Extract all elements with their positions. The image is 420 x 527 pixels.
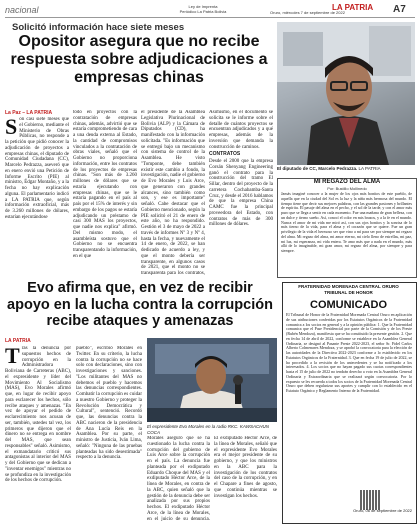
drop-cap: S	[5, 117, 18, 139]
story1-column-1	[5, 117, 69, 275]
politician-portrait-image	[277, 22, 415, 165]
story1-subhead-contratos: CONTRATOS	[209, 151, 241, 158]
story1-caption-text: El diputado de CC, Marcelo Pedrazza.	[277, 166, 358, 171]
story2-column-1	[5, 346, 71, 522]
story2-column-2	[76, 346, 142, 522]
qr-code-icon	[360, 490, 380, 510]
story2-col2-text: pueblo", escribió Morales en Twitter. En su criterio, la lucha contra la corrupción no se hace solo con declaraciones, sino con investigaciones y sanciones. "Los militantes del MAS no debemos el pueblo y hacemos las denuncias correspondientes. Combatir la corrupción es cuidar a nuestro Gobierno y proteger la Revolución Democrática y Cultural", sentenció. Recordó que, las denuncias contra la ABC nacieron de la presidencia de Ana Lucía Reis en la Asamblea. Por su parte, el ministro de Justicia, Iván Lima, señaló: "Ninguna de las pruebas planteadas ha sido desestimada" respecto a la denuncia.	[76, 346, 142, 461]
story1-col3-text: el presidente de la Asamblea Legislativa Plurinacional de Bolivia (ALP) y la Cámara de Diputados (CD), ha manifestado con la información solicitada. "Es información que se entregó bajo un mecanismo con sistema de control de la Asamblea. He visto "Tomponte, debe también existir este cambio a fondo, la investigación, nadie el gobierno de Evo Morales y Luis Arce, que generaron con grandes alcances, sino también como son, y ese es importante" señaló. Cabe destacar que el Gobierno mencionado, según la PIE solicitó el 21 de enero de este año, no ha respondido. Gestión el 3 de mayo de 2022 a través de informes Nº 3 y Nº 4, hasta la fecha, y nuevamente el 14 de enero, de 2022, se han dedicado de acuerdo a ley, y que el monto debería ser transparente, en algunos casos de 2021, que el monto no se transparenta para los contratos,	[141, 110, 205, 275]
section-label: nacional	[5, 5, 39, 15]
story1-column-3	[141, 110, 205, 275]
story2-column-3	[147, 436, 210, 522]
drop-cap: T	[5, 346, 20, 368]
story2-col4-text: El exdiputado Héctor Arce, de la línea de Morales, señaló que el expresidente Evo Morales era el mejor presidente de su gobierno, y que los ministros en la ABC para la investigación de los contratos del caso de la corrupción, y en el Chapare a fines de agosto, que continúa mientras se investigan los hechos.	[214, 436, 277, 499]
story2-column-4	[214, 436, 277, 522]
story1-col2-text: todo en proyectos con la contratación de empresas chinas, además, advirtió que se estaría comprometiendo de cara a una deuda externa al Estado, la cantidad de compromisos vinculados a la contratación de obras viales, señaló que el Gobierno no proporciona información, entre los contratos de los proyectos de empresas chinas. "Son más de 3.260 millones de dólares que se estaría ejecutando con empresas chinas, que se le estaría pagando en el país al país por el 15% de interés y sin embargo de los pagos se estaría adjudicando un préstamo de casi 300 MAS los proyectos, que nadie nos explica" afirmó. Del mismo modo, el asambleísta sostuvo que el Gobierno no se encuentra transparentando la información, en el que	[73, 110, 137, 259]
story2-col3-text: Morales aseguró que se ha cuestionado la lucha contra la corrupción del gobierno de Luis Arce sobre la corrupción en el país. La denuncia fue planteada por el exdiputado Eduardo Choque del MAS y el exdiputado Héctor Arce, de la línea de Morales, en contra de la ABC, quien señaló que la gestión de la denuncia debe ser analizada por sus propios hechos. El exdiputado Héctor Arce, de la línea de Morales, en el juicio de su denuncia.	[147, 436, 210, 522]
story2-photo	[147, 338, 277, 422]
story1-caption-credit: LA PATRIA	[358, 166, 381, 171]
story2-byline: LA PATRIA	[5, 338, 31, 344]
story1-headline: Opositor asegura que no recibe respuesta sobre adjudicaciones a empresas chinas	[10, 33, 268, 86]
story1-col1-text: Son casi siete meses que el Gobierno, mediante el Ministerio de Obras Públicas, no responde a la petición que pidió conocer la adjudicación de proyectos a empresas chinas, el diputado de Comunidad Ciudadana (CC), Marcelo Pedrazza, aseveró que en enero envió una Petición de Informe Escrito (PIE) al ministro, Édgar Montaño, y a la fecha no hay explicación alguna. El parlamentario indicó a LA PATRIA que, según información extraoficial, más de 3.260 millones de dólares, estarían ejecutándose	[5, 117, 69, 220]
story2-col1-text: Tras la denuncia por supuestos hechos de corrupción en la Administradora Boliviana de Carreteras (ABC), el expresidente y líder del Movimiento Al Socialismo (MAS), Evo Morales afirmó que, en lugar de recibir apoyo para esclarecer los hechos, sólo recibe ataques y amenazas. "En vez de apoyar el pedido de esclarecimiento nos acusan de ser, también, ustedes tal vez, los primeros que dijeron que el dinero no se entrega en nombre del MAS, que sean responsables" señaló. Asimismo, el exmandatario criticó sus antagonistas al interior del MAS y del Gobierno que se dedican a "inventar enemigos" mientras no se profundiza en la investigación de los hechos de corrupción.	[5, 346, 71, 484]
story1-photo	[277, 22, 415, 165]
communique-organization: FRATERNIDAD MORENADA CENTRAL ORURO TRIBUNAL DE HONOR	[298, 284, 399, 295]
communique-text: El Tribunal de Honor de la Fraternidad Morenada Central Oruro en aplicación de sus atribuciones conferidas por los Estatutos Orgánicos de la Fraternidad comunica a los socios en general y a la opinión pública: 1. Que la Fraternidad comunica que el Pase Presidencial por parte de la Comisión y de los Preste (Rubén Mendoza), manifiesta que se ha constituido la presente gestión. 2. Que en fecha 14 de abril de 2022, conforme se establece en la Asamblea General Ordinaria, se designó al Pasante Preste 2022-2023, el señor Sr. Fidel Carlos Alberto Colmenares Mendoza, y se aprobó la convocatoria para la elección de las autoridades de la Directiva 2022-2023 conforme a lo establecido en los Estatutos Orgánicos de la Fraternidad. 3. Que en fecha 19 de julio de 2022, se ha procedido a la revisión de los antecedentes y se ha notificado a los interesados. 4. Los socios que no hayan pagado sus cuotas correspondientes hasta el 15 de julio de 2022 no tendrán derecho a voto en la Asamblea General Ordinaria y Extraordinaria que se realizará según convocatoria. Por lo expuesto se les recuerda a todos los socios de la Fraternidad Morenada Central Oruro que deben regularizar sus aportes y cumplir con lo establecido en el Estatuto Orgánico y Reglamento Interno de la Fraternidad.	[286, 313, 412, 393]
story1-col4-text: Asimismo, en el documento se solicita se le informe sobre el detalle de cuántos proyectos se encuentran adjudicados y a qué empresas, además de la inversión que demanda la construcción de caminos.	[209, 110, 273, 150]
header-divider	[5, 17, 415, 18]
story1-column-2	[73, 110, 137, 275]
issue-date: Oruro, miércoles 7 de septiembre de 2022	[270, 10, 345, 15]
sponsor-notice	[168, 4, 238, 14]
story1-kicker: Solicitó información hace siete meses	[12, 22, 185, 33]
poem-byline: Por: Bustillo Mollinedo	[327, 186, 367, 191]
story2-caption-text: El expresidente Evo Morales en la radio RKC.	[147, 424, 239, 429]
communique-signature: Oruro, 06 de septiembre de 2022	[353, 508, 412, 513]
newspaper-logo: LA PATRIA	[332, 3, 374, 12]
poem-text: Jamás imaginé conocer a la mujer de los ojos más bonitos de este pueblo, de aquella que en la ciudad del Sol es la luz y la niña más hermosa del mundo. El tiempo tiene que decir sus mejores palabras, con las grandes pasiones y brillantes de espíritu. El pasaje del alma en el pecho, y el sol de la tarde, y con el amor más puro que se llega a sentir en cada momento. Fue una mañana de gran belleza, con un dulce y tierno sueño. Así, conocí el color en mis brazos, y a la fe en el mundo. Nunca el amor de mi vida me miró así, con sus ojos bonitos y la sonrisa de lo más tierno de la vida, para el alma y el corazón que se quiere. Fue un gran privilegio de la vida el hermoso ser que vino a mí para ser por siempre mi regazo del alma. Mi regazo del alma, mi amor eterno, mi cielo lleno de estrellas, mi paz, mi luz, mi esperanza, mi vida entera. Te amo más que a nada en el mundo, más allá de lo imaginable, mi gran amor, mi regazo del alma, por siempre y para siempre.	[281, 192, 412, 253]
poem-title: MI REGAZO DEL ALMA	[313, 179, 381, 185]
sponsor-line: Periódico La Patria Bolivia	[179, 9, 227, 14]
evo-morales-radio-image	[147, 338, 277, 422]
story2-headline: Evo afirma que, en vez de recibir apoyo en la lucha contra la corrupción recibe ataques y amenazas	[7, 280, 273, 329]
story2-caption-credit: KAWSACHUN COCA	[147, 424, 269, 435]
story1-column-4	[209, 110, 273, 275]
story1-byline: La Paz – LA PATRIA	[5, 110, 53, 116]
story1-photo-caption	[277, 166, 415, 172]
sponsor-line: Ley de Imprenta	[188, 4, 218, 9]
communique-title: COMUNICADO	[310, 299, 387, 311]
story2-photo-caption	[147, 424, 277, 435]
story1-col4b-text: Desde el 2000 que la empresa Corsán Shenyang Engineering ganó el contrato para la construcción del tramo El Sillar, dentro del proyecto de la carretera Cochabamba-Santa Cruz, y desde el 2016 hablamos de que la empresa China CAMC fue la principal proveedora del Estado, con contratos de más de 300 millones de dólares.	[209, 159, 273, 228]
page-number: A7	[393, 4, 406, 15]
